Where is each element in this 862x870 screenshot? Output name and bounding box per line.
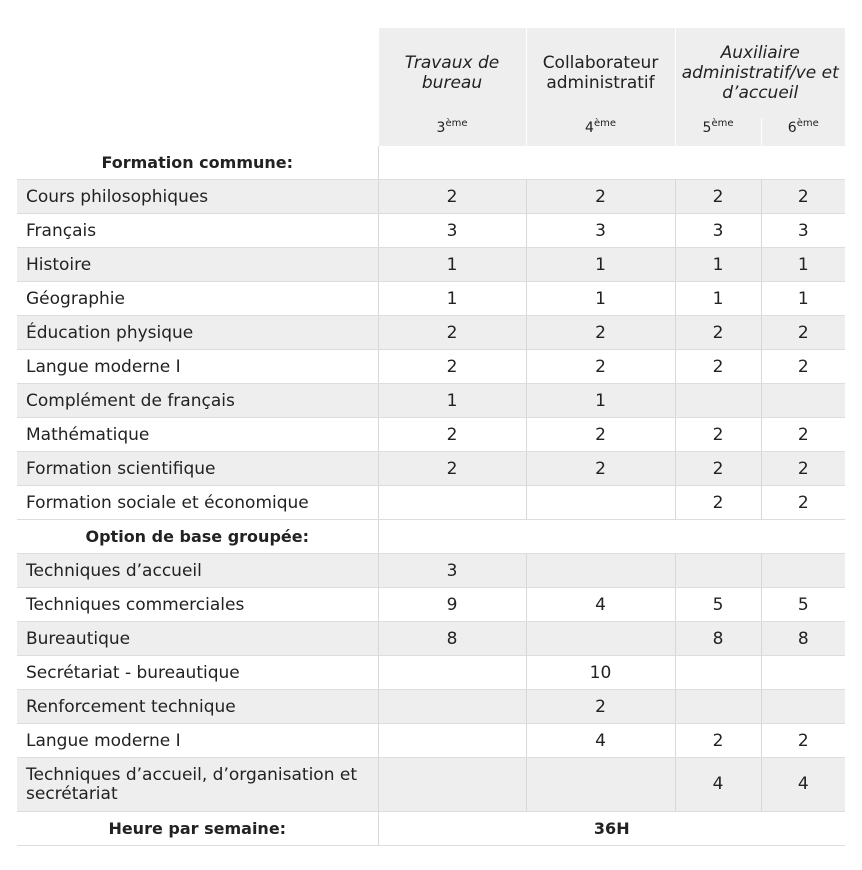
header-collaborateur-administratif: Collaborateur administratif	[526, 28, 675, 118]
level-sup: ème	[796, 118, 819, 129]
level-num: 4	[585, 120, 594, 136]
table-row	[17, 282, 845, 316]
header-row	[17, 28, 845, 118]
hours-cell: 3	[378, 554, 526, 588]
hours-cell	[675, 554, 761, 588]
level-num: 3	[436, 120, 446, 136]
hours-cell: 4	[526, 588, 675, 622]
hours-cell: 2	[675, 486, 761, 520]
table-row	[17, 588, 845, 622]
table-row	[17, 180, 845, 214]
hours-cell: 3	[761, 214, 845, 248]
hours-cell: 2	[675, 180, 761, 214]
section-spacer	[378, 520, 845, 554]
hours-cell: 2	[378, 452, 526, 486]
subject-label: Bureautique	[17, 622, 378, 656]
hours-cell: 2	[761, 486, 845, 520]
hours-cell: 2	[761, 724, 845, 758]
hours-cell: 2	[378, 350, 526, 384]
level-5	[675, 118, 761, 146]
hours-cell: 2	[761, 418, 845, 452]
hours-cell: 5	[761, 588, 845, 622]
hours-cell: 3	[526, 214, 675, 248]
hours-cell: 3	[675, 214, 761, 248]
section-title: Formation commune:	[17, 146, 378, 180]
table-row	[17, 758, 845, 812]
hours-cell: 2	[675, 724, 761, 758]
hours-cell: 1	[378, 384, 526, 418]
subject-label: Complément de français	[17, 384, 378, 418]
header-travaux-de-bureau: Travaux de bureau	[378, 28, 526, 118]
hours-cell: 2	[761, 316, 845, 350]
hours-cell: 1	[761, 248, 845, 282]
hours-cell	[378, 690, 526, 724]
hours-cell: 2	[761, 452, 845, 486]
hours-cell: 2	[378, 316, 526, 350]
hours-cell: 2	[761, 180, 845, 214]
table-row	[17, 452, 845, 486]
hours-cell	[526, 758, 675, 812]
hours-cell: 2	[675, 316, 761, 350]
table-row	[17, 350, 845, 384]
total-row	[17, 812, 845, 846]
level-blank	[17, 118, 378, 146]
hours-cell: 4	[675, 758, 761, 812]
hours-cell: 1	[378, 248, 526, 282]
table-row	[17, 316, 845, 350]
hours-cell: 5	[675, 588, 761, 622]
hours-cell	[761, 690, 845, 724]
hours-cell	[761, 656, 845, 690]
subject-label: Formation sociale et économique	[17, 486, 378, 520]
hours-cell	[675, 384, 761, 418]
hours-cell	[526, 554, 675, 588]
subject-label: Techniques d’accueil	[17, 554, 378, 588]
hours-cell	[675, 656, 761, 690]
hours-cell: 4	[761, 758, 845, 812]
table-body	[17, 146, 845, 846]
table-row	[17, 486, 845, 520]
subject-label: Géographie	[17, 282, 378, 316]
subject-label: Éducation physique	[17, 316, 378, 350]
subject-label: Renforcement technique	[17, 690, 378, 724]
hours-cell: 2	[378, 418, 526, 452]
hours-cell	[761, 384, 845, 418]
level-sup: ème	[593, 118, 616, 129]
hours-cell: 8	[378, 622, 526, 656]
hours-cell: 2	[526, 350, 675, 384]
level-3	[378, 118, 526, 146]
table-row	[17, 248, 845, 282]
section-title: Option de base groupée:	[17, 520, 378, 554]
table-row	[17, 724, 845, 758]
hours-cell	[378, 656, 526, 690]
hours-table	[17, 28, 845, 846]
level-num: 6	[787, 120, 797, 136]
subject-label: Secrétariat - bureautique	[17, 656, 378, 690]
total-value: 36H	[378, 812, 845, 846]
hours-cell: 1	[526, 282, 675, 316]
header-blank	[17, 28, 378, 118]
hours-cell	[378, 486, 526, 520]
table-row	[17, 214, 845, 248]
hours-cell: 1	[761, 282, 845, 316]
table-row	[17, 656, 845, 690]
hours-cell: 3	[378, 214, 526, 248]
level-row	[17, 118, 845, 146]
total-label: Heure par semaine:	[17, 812, 378, 846]
level-sup: ème	[445, 118, 468, 129]
hours-cell: 8	[675, 622, 761, 656]
level-6	[761, 118, 845, 146]
hours-cell: 1	[675, 248, 761, 282]
table-row	[17, 554, 845, 588]
section-spacer	[378, 146, 845, 180]
subject-label: Techniques commerciales	[17, 588, 378, 622]
hours-cell: 2	[675, 418, 761, 452]
subject-label: Formation scientifique	[17, 452, 378, 486]
table-row	[17, 418, 845, 452]
header-auxiliaire-administratif: Auxiliaire administratif/ve et d’accueil	[675, 28, 845, 118]
section-header-row	[17, 146, 845, 180]
subject-label: Français	[17, 214, 378, 248]
hours-cell: 9	[378, 588, 526, 622]
hours-cell	[378, 758, 526, 812]
subject-label: Langue moderne I	[17, 350, 378, 384]
hours-cell: 10	[526, 656, 675, 690]
hours-cell: 1	[378, 282, 526, 316]
course-schedule	[17, 28, 845, 846]
hours-cell: 2	[526, 180, 675, 214]
hours-cell: 2	[675, 350, 761, 384]
hours-cell	[675, 690, 761, 724]
level-sup: ème	[711, 118, 734, 129]
table-row	[17, 384, 845, 418]
hours-cell: 2	[526, 690, 675, 724]
hours-cell: 1	[675, 282, 761, 316]
hours-cell: 2	[761, 350, 845, 384]
subject-label: Histoire	[17, 248, 378, 282]
table-row	[17, 690, 845, 724]
subject-label: Cours philosophiques	[17, 180, 378, 214]
hours-cell: 2	[675, 452, 761, 486]
level-num: 5	[702, 120, 712, 136]
table-row	[17, 622, 845, 656]
subject-label: Techniques d’accueil, d’organisation et secrétariat	[17, 758, 378, 812]
hours-cell	[761, 554, 845, 588]
hours-cell	[526, 486, 675, 520]
subject-label: Mathématique	[17, 418, 378, 452]
section-header-row	[17, 520, 845, 554]
hours-cell: 4	[526, 724, 675, 758]
hours-cell: 1	[526, 384, 675, 418]
hours-cell: 2	[526, 418, 675, 452]
hours-cell: 2	[378, 180, 526, 214]
level-4	[526, 118, 675, 146]
hours-cell	[526, 622, 675, 656]
hours-cell: 1	[526, 248, 675, 282]
hours-cell: 8	[761, 622, 845, 656]
hours-cell	[378, 724, 526, 758]
subject-label: Langue moderne I	[17, 724, 378, 758]
hours-cell: 2	[526, 316, 675, 350]
hours-cell: 2	[526, 452, 675, 486]
